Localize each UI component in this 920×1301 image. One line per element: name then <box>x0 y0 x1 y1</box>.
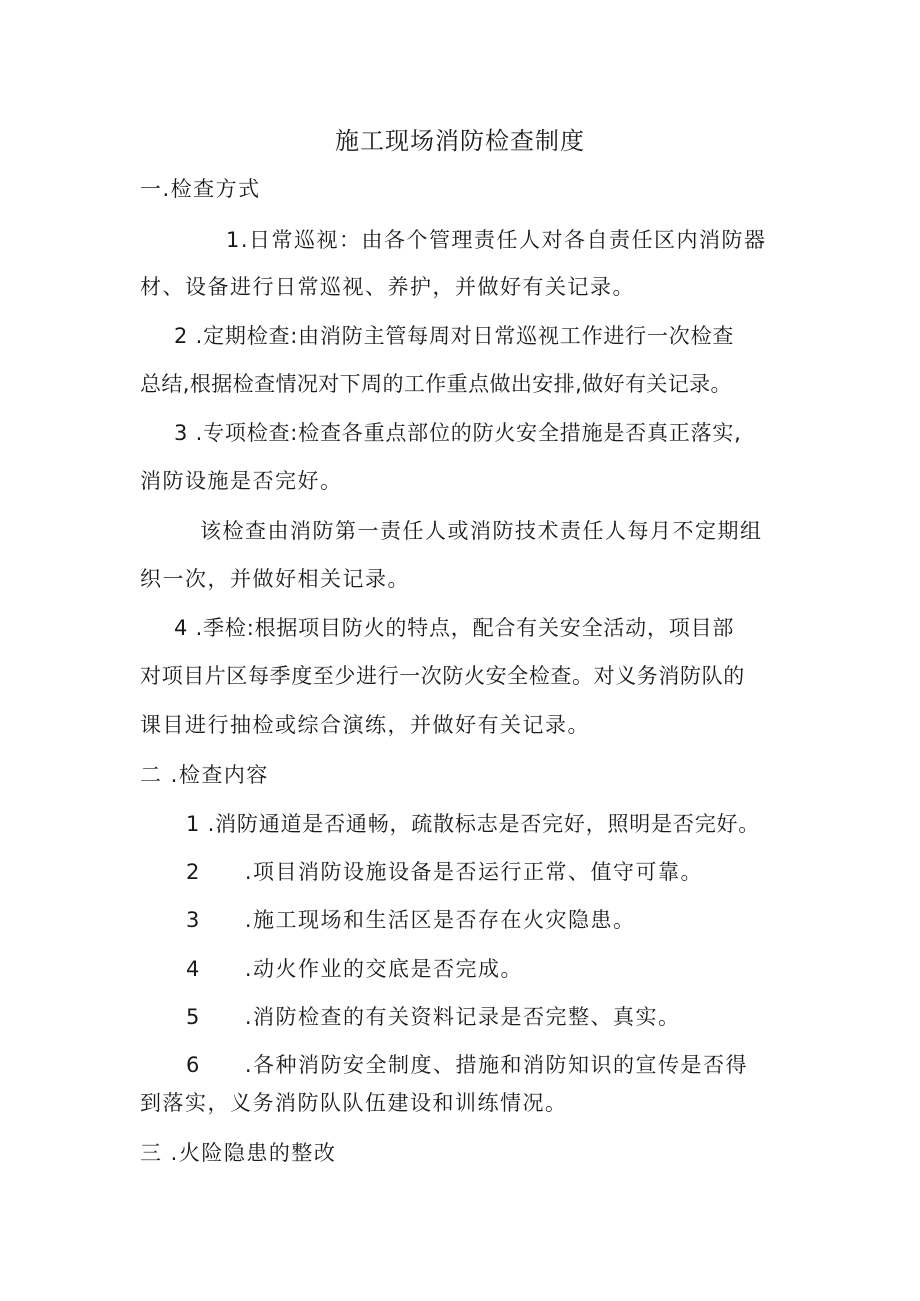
s1-note-line1: 该检查由消防第一责任人或消防技术责任人每月不定期组 <box>200 519 763 543</box>
s1-item2-line2: 总结,根据检查情况对下周的工作重点做出安排,做好有关记录。 <box>140 372 732 396</box>
s2-item3-number: 3 <box>186 908 201 932</box>
s1-item4-line3: 课目进行抽检或综合演练，并做好有关记录。 <box>140 713 590 737</box>
s2-item5 <box>186 1004 681 1030</box>
s2-item1: 1 .消防通道是否通畅，疏散标志是否完好，照明是否完好。 <box>186 812 761 836</box>
section-1-heading: 一.检查方式 <box>140 177 261 201</box>
s1-item4-line1: 4 .季检:根据项目防火的特点，配合有关安全活动，项目部 <box>174 616 735 640</box>
s2-item6-line2: 到落实，义务消防队队伍建设和训练情况。 <box>140 1091 568 1115</box>
s1-item3-line1: 3 .专项检查:检查各重点部位的防火安全措施是否真正落实, <box>174 421 742 445</box>
s1-item2-line1: 2 .定期检查:由消防主管每周对日常巡视工作进行一次检查 <box>174 324 735 348</box>
s2-item6-number: 6 <box>186 1053 201 1077</box>
section-2-heading: 二 .检查内容 <box>140 763 269 787</box>
s2-item6-line1 <box>186 1052 748 1078</box>
s2-item5-number: 5 <box>186 1005 201 1029</box>
s1-item4-line2: 对项目片区每季度至少进行一次防火安全检查。对义务消防队的 <box>140 664 745 688</box>
s2-item3-text: .施工现场和生活区是否存在火灾隐患。 <box>244 908 636 932</box>
s2-item6-text: .各种消防安全制度、措施和消防知识的宣传是否得 <box>244 1053 749 1077</box>
s2-item2-number: 2 <box>186 860 201 884</box>
s2-item4-number: 4 <box>186 957 201 981</box>
s1-note-line2: 织一次，并做好相关记录。 <box>140 567 410 591</box>
s1-item1-line1: 1.日常巡视：由各个管理责任人对各自责任区内消防器 <box>226 228 767 252</box>
s2-item2 <box>186 859 703 885</box>
section-3-heading: 三 .火险隐患的整改 <box>140 1141 337 1165</box>
s2-item4 <box>186 956 523 982</box>
s1-item1-line2: 材、设备进行日常巡视、养护，并做好有关记录。 <box>140 275 635 299</box>
s2-item2-text: .项目消防设施设备是否运行正常、值守可靠。 <box>244 860 704 884</box>
document-title: 施工现场消防检查制度 <box>335 127 585 155</box>
s2-item5-text: .消防检查的有关资料记录是否完整、真实。 <box>244 1005 681 1029</box>
s1-item3-line2: 消防设施是否完好。 <box>140 469 343 493</box>
s2-item3 <box>186 907 636 933</box>
s2-item4-text: .动火作业的交底是否完成。 <box>244 957 524 981</box>
